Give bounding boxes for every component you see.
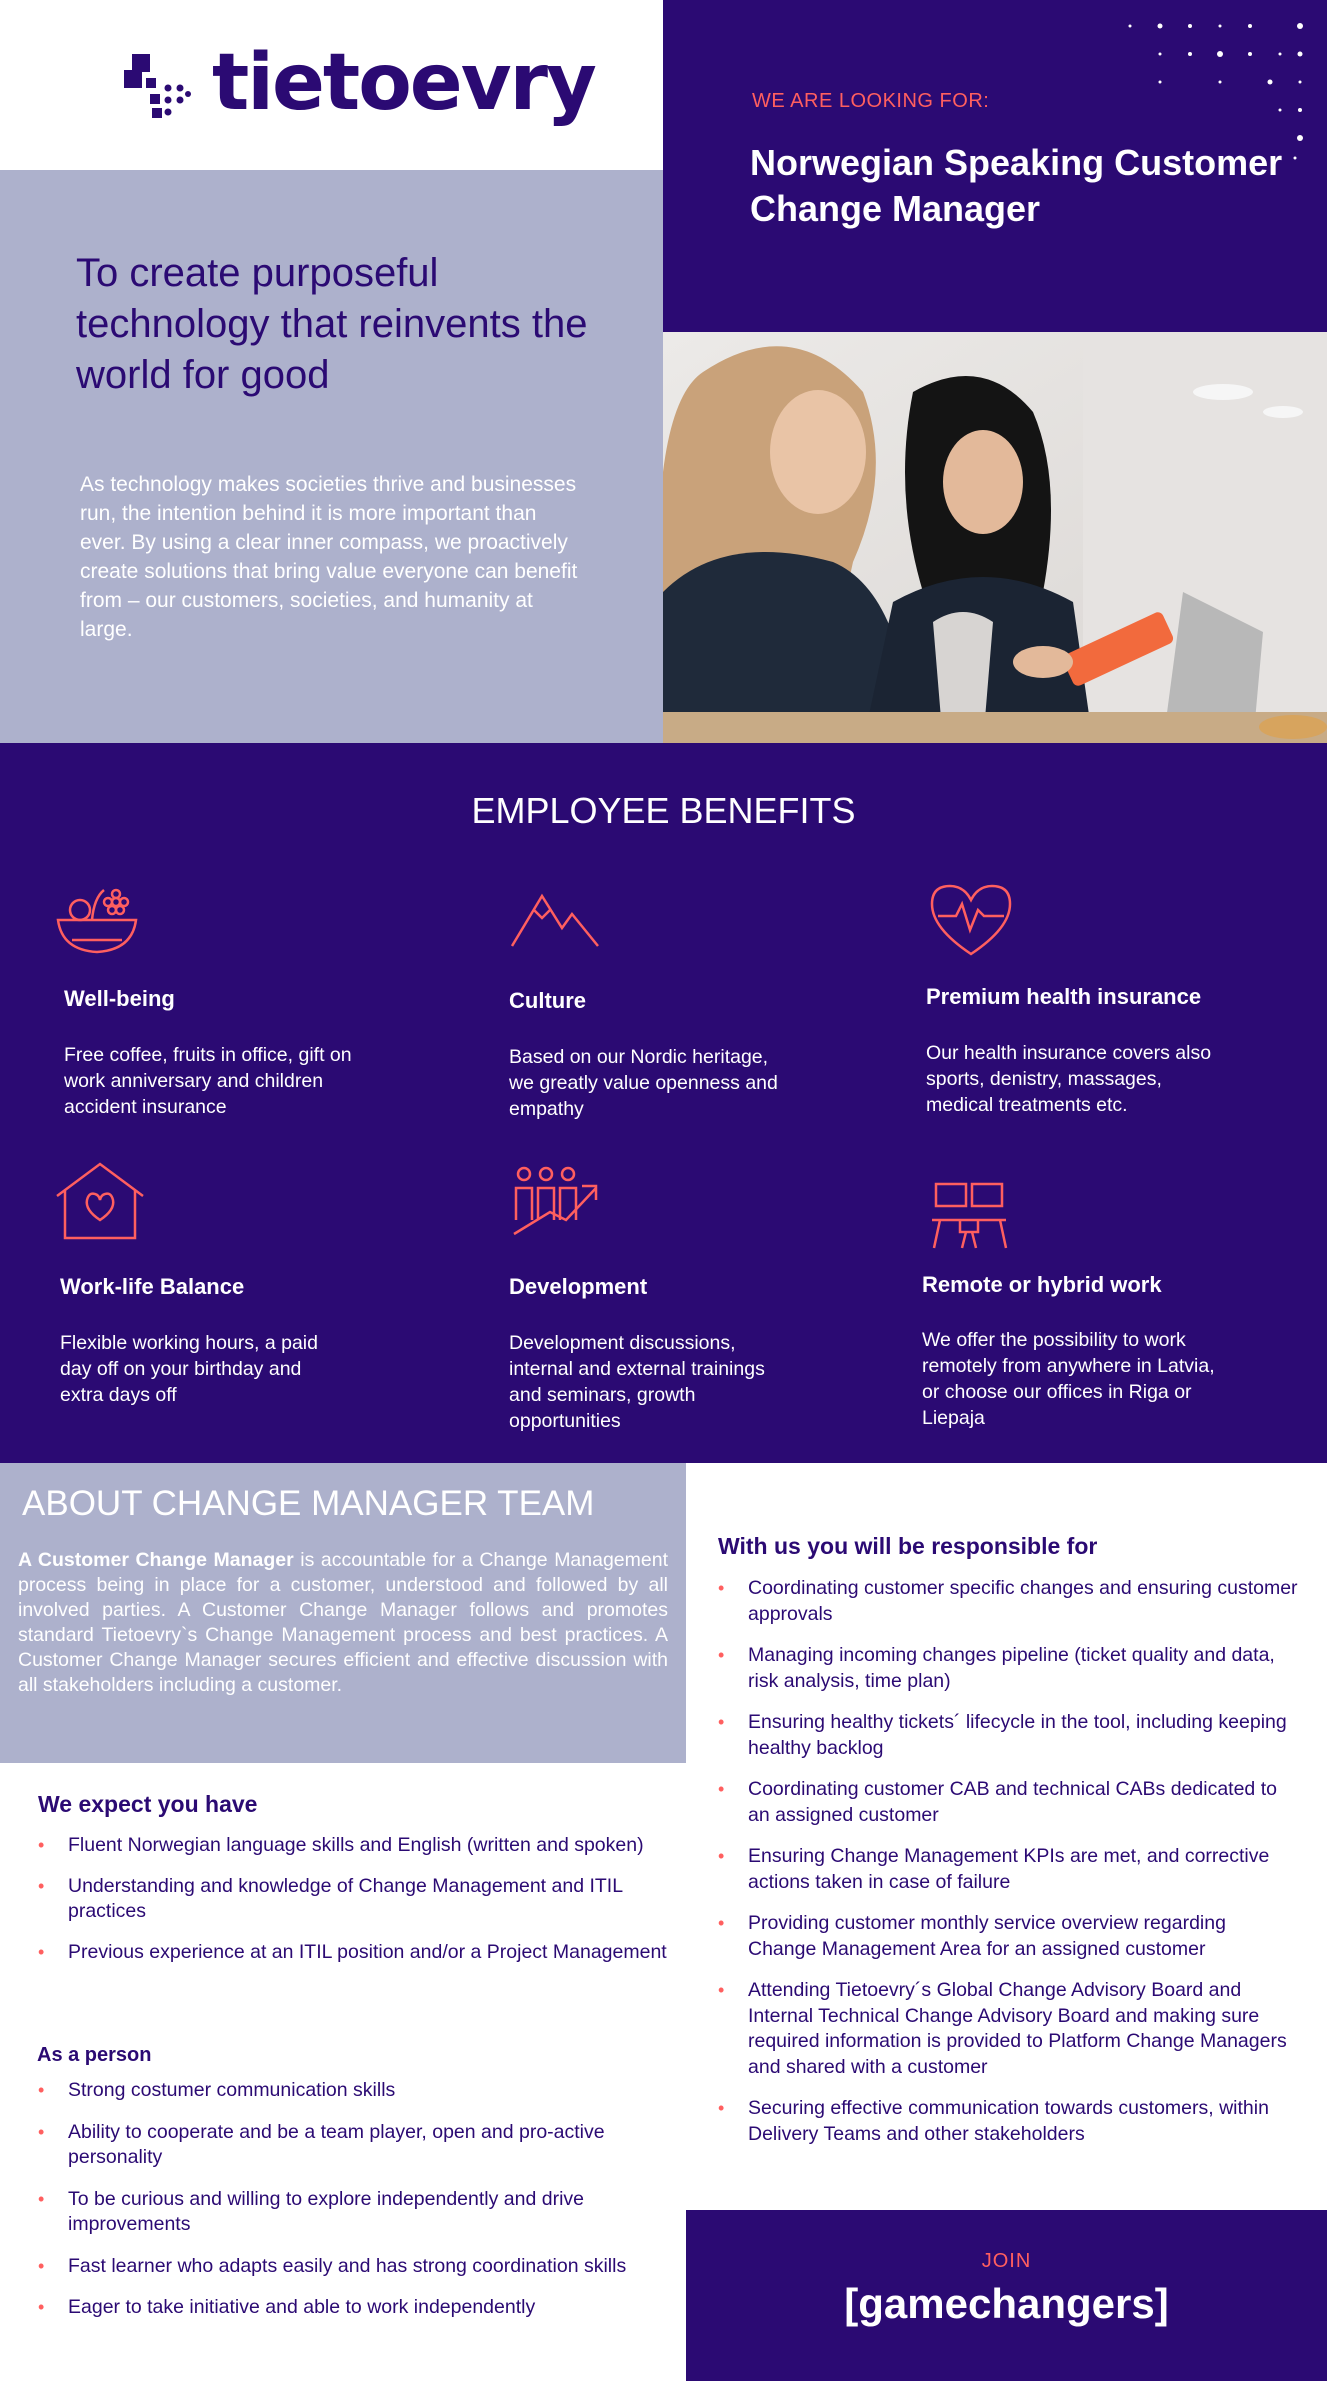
about-text: is accountable for a Change Management process being in place for a customer, understood and followed by all involved parties. A Customer Change Manager follows and promotes standard Tietoevry`s Change Management process and best practices. A Customer Change Manager secures efficient and effective discussion with all stakeholders including a customer. [18, 1549, 669, 1696]
join-kicker: JOIN [981, 2250, 1032, 2272]
list-item: • Strong costumer communication skills [38, 2078, 668, 2104]
benefit-heading-development: Development [509, 1274, 648, 1299]
logo-wordmark: tietoevry [212, 38, 595, 128]
fruit-bowl-icon [52, 880, 142, 960]
benefit-heading-health: Premium health insurance [926, 984, 1202, 1009]
expect-list [38, 1833, 668, 1965]
mission-title: To create purposeful technology that reinvents the world for good [76, 251, 588, 397]
benefit-text-development: Development discussions, internal and external trainings and seminars, growth opportunities [509, 1332, 765, 1432]
responsible-list [718, 1576, 1298, 2147]
list-item: • Providing customer monthly service overview regarding Change Management Area for an assigned customer [718, 1911, 1298, 1962]
list-item: • Ensuring healthy tickets´ lifecycle in the tool, including keeping healthy backlog [718, 1710, 1298, 1761]
list-item: • Attending Tietoevry´s Global Change Advisory Board and Internal Technical Change Advisory Board and making sure required information is provided to Platform Change Managers and shared with a customer [718, 1978, 1298, 2080]
benefit-heading-culture: Culture [509, 988, 586, 1013]
list-item: • Coordinating customer CAB and technical CABs dedicated to an assigned customer [718, 1777, 1298, 1828]
list-item: • Securing effective communication towards customers, within Delivery Teams and other stakeholders [718, 2096, 1298, 2147]
benefits-title: EMPLOYEE BENEFITS [471, 790, 856, 831]
about-body [18, 1548, 668, 1698]
house-heart-icon [55, 1162, 145, 1242]
benefit-heading-worklife: Work-life Balance [60, 1274, 245, 1299]
list-item: • Understanding and knowledge of Change Management and ITIL practices [38, 1874, 668, 1925]
benefit-text-wellbeing: Free coffee, fruits in office, gift on work anniversary and children accident insurance [64, 1044, 352, 1118]
responsible-heading: With us you will be responsible for [718, 1533, 1098, 1559]
remote-desk-icon [930, 1180, 1020, 1260]
about-title: ABOUT CHANGE MANAGER TEAM [22, 1484, 595, 1523]
expect-heading: We expect you have [38, 1791, 258, 1817]
list-item: • Eager to take initiative and able to work independently [38, 2295, 668, 2321]
hero-kicker: WE ARE LOOKING FOR: [752, 90, 990, 112]
benefit-heading-wellbeing: Well-being [64, 986, 175, 1011]
benefit-heading-remote: Remote or hybrid work [922, 1272, 1162, 1297]
list-item: • Previous experience at an ITIL position and/or a Project Management [38, 1940, 668, 1966]
person-list [38, 2078, 668, 2321]
list-item: • Coordinating customer specific changes and ensuring customer approvals [718, 1576, 1298, 1627]
about-lead: A Customer Change Manager [18, 1549, 294, 1571]
heart-pulse-icon [926, 882, 1016, 962]
growth-people-icon [510, 1164, 600, 1244]
person-heading: As a person [37, 2044, 152, 2066]
list-item: • Ensuring Change Management KPIs are met, and corrective actions taken in case of failure [718, 1844, 1298, 1895]
list-item: • Fluent Norwegian language skills and English (written and spoken) [38, 1833, 668, 1859]
tietoevry-logo-mark-icon [124, 50, 192, 122]
list-item: • Ability to cooperate and be a team player, open and pro-active personality [38, 2120, 668, 2171]
join-title: [gamechangers] [844, 2280, 1169, 2327]
list-item: • To be curious and willing to explore independently and drive improvements [38, 2187, 668, 2238]
job-title: Norwegian Speaking Customer Change Manager [750, 142, 1283, 229]
team-photo [663, 332, 1327, 743]
benefit-text-remote: We offer the possibility to work remotely from anywhere in Latvia, or choose our offices in Riga or Liepaja [922, 1329, 1215, 1429]
benefit-text-health: Our health insurance covers also sports, denistry, massages, medical treatments etc. [926, 1042, 1212, 1116]
mountain-icon [510, 886, 600, 966]
list-item: • Managing incoming changes pipeline (ticket quality and data, risk analysis, time plan) [718, 1643, 1298, 1694]
mission-body: As technology makes societies thrive and businesses run, the intention behind it is more important than ever. By using a clear inner compass, we proactively create solutions that bring value everyone can benefit from – our customers, societies, and humanity at large. [80, 473, 578, 641]
benefit-text-culture: Based on our Nordic heritage, we greatly value openness and empathy [509, 1046, 778, 1120]
list-item: • Fast learner who adapts easily and has strong coordination skills [38, 2254, 668, 2280]
benefit-text-worklife: Flexible working hours, a paid day off on your birthday and extra days off [60, 1332, 318, 1406]
